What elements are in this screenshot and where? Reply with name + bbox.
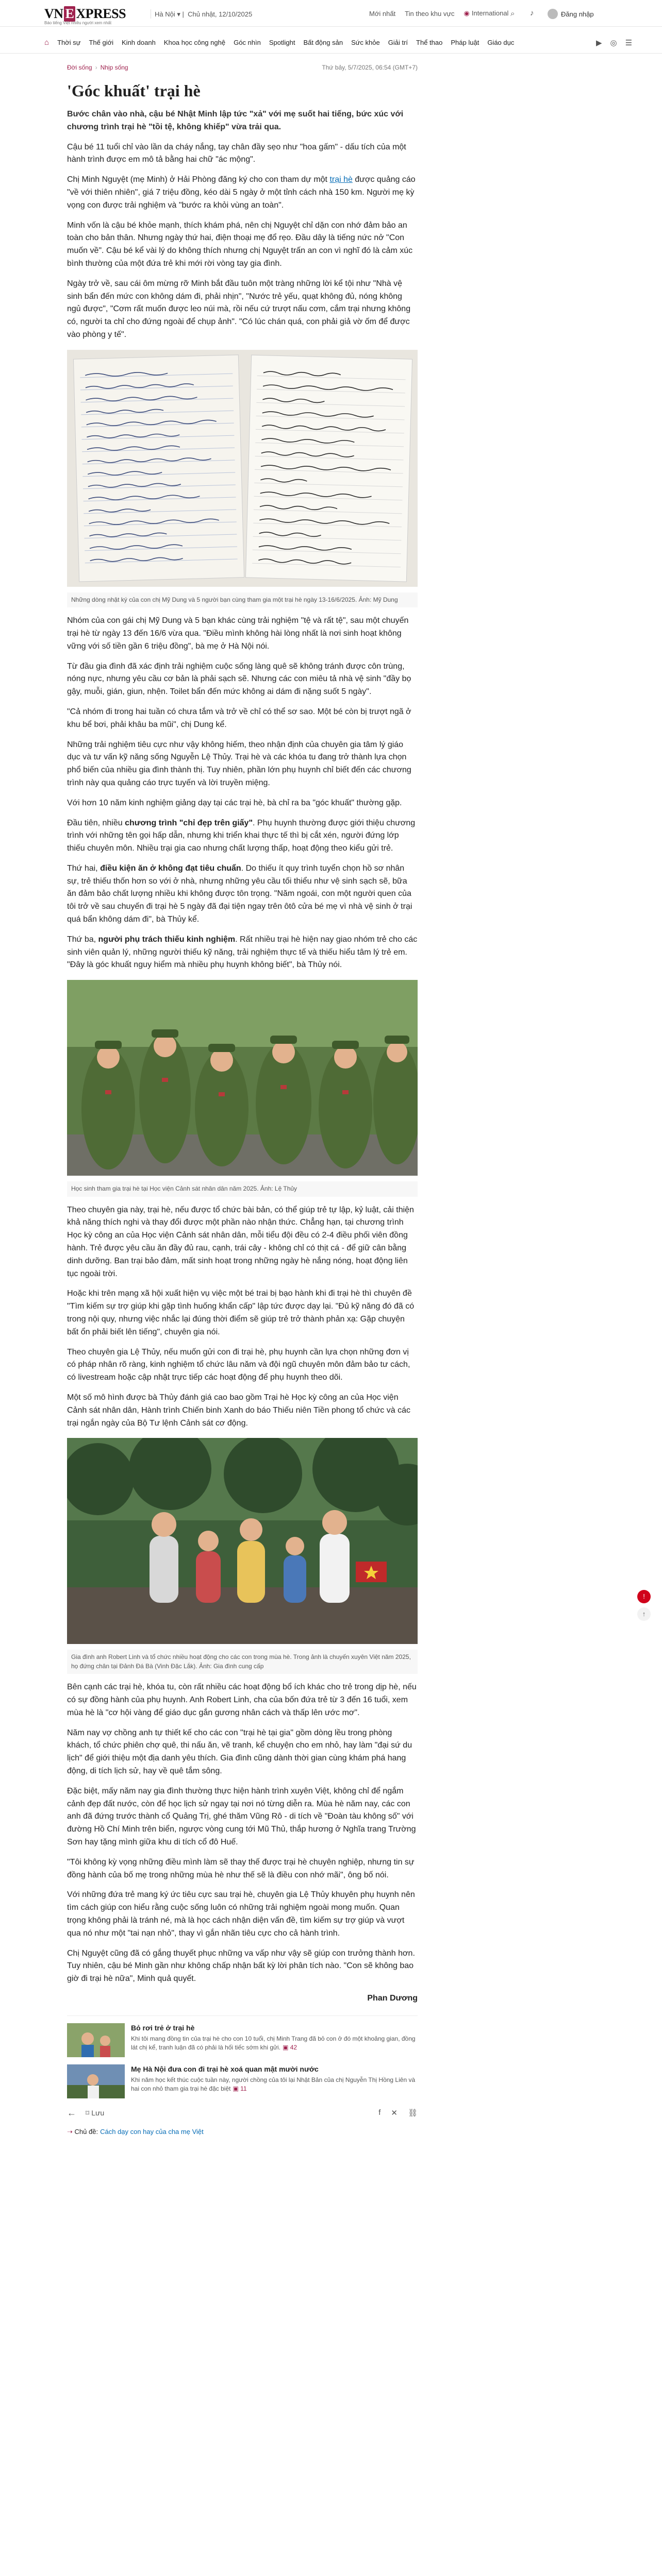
nav-item[interactable]: Khoa học công nghệ — [163, 39, 226, 46]
facebook-icon[interactable]: f — [378, 2108, 381, 2117]
article-lead: Bước chân vào nhà, cậu bé Nhật Minh lập tức "xả" với mẹ suốt hai tiếng, bức xúc với chương trình trại hè "tồi tệ, không khiếp" vừa trải qua. — [67, 110, 404, 131]
top-header — [0, 0, 662, 27]
user-icon — [548, 9, 558, 19]
paragraph: Đầu tiên, nhiều chương trình "chỉ đẹp trên giấy". Phụ huynh thường được giới thiệu chương trình với những tên gọi hấp dẫn, nhưng khi triển khai thực tế thì bị cắt xén, người đứng lớp thiếu chuyên môn. Nhiều trại gia cao nhưng chất lượng thấp, hoạt động theo kiểu gửi trẻ. — [67, 818, 416, 853]
paragraph: Cậu bé 11 tuổi chỉ vào lần da cháy nắng, tay chân đầy sẹo như "hoa gấm" - dấu tích của một hành trình được em mô tả bằng hai chữ "ác mộng". — [67, 142, 406, 164]
video-icon[interactable]: ▶ — [596, 39, 602, 47]
article-title: 'Góc khuất' trại hè — [67, 81, 201, 100]
paragraph: Một số mô hình được bà Thủy đánh giá cao bao gồm Trại hè Học kỳ công an của Học viện Cảnh sát nhân dân, Hành trình Chiến binh Xanh do báo Thiếu niên Tiền phong tổ chức và các trại ngắn ngày của Bộ Tư lệnh Cảnh sát cơ động. — [67, 1393, 410, 1428]
header-date: Hà Nội ▾ | Chủ nhật, 12/10/2025 — [155, 10, 253, 18]
camp-children-photo[interactable] — [67, 980, 418, 1176]
figure-diary — [67, 350, 418, 607]
paragraph: Năm nay vợ chồng anh tự thiết kế cho các con "trại hè tại gia" gồm dòng lều trong phòng khách, tổ chức phiên chợ quê, thi nấu ăn, vẽ tranh, kể chuyện cho em nhỏ, hay làm "đại sứ du lịch" để giới thiệu một địa danh yêu thích. Gia đình cũng dành thời gian cùng khám phá hang động, di tích lịch sử, hay về quê tắm sông. — [67, 1728, 412, 1775]
nav-item[interactable]: Thế giới — [89, 39, 114, 46]
related-item[interactable] — [67, 2064, 418, 2098]
comment-count[interactable]: ▣ 11 — [233, 2085, 247, 2093]
family-photo[interactable] — [67, 1438, 418, 1644]
home-icon[interactable]: ⌂ — [44, 38, 49, 47]
paragraph: Thứ hai, điều kiện ăn ở không đạt tiêu chuẩn. Do thiếu ít quy trình tuyển chọn hồ sơ nhân sự, trẻ thiếu thốn hơn so với ở nhà, nhưng những yêu cầu tối thiểu như vệ sinh sạch sẽ, bữa ăn đảm bảo chất lượng nhiều khi không được tôn trọng. "Năm ngoái, con một người quen của tôi trở về sau chuyến đi trại hè 5 ngày đã đại tiện ngay trên ôtô cửa bé mẹ vì nhà vệ sinh ở trại quá bẩn không dám đi", bà Thủy kể. — [67, 863, 412, 924]
save-button[interactable]: ⌑ Lưu — [86, 2108, 105, 2117]
figure-caption: Học sinh tham gia trại hè tại Học viện Cảnh sát nhân dân năm 2025. Ảnh: Lệ Thủy — [67, 1181, 418, 1196]
paragraph: "Cả nhóm đi trong hai tuần có chưa tắm và trở về chỉ có thể sơ sao. Một bé còn bị trượt ngã ở khu bể bơi, phải khâu ba mũi", chị Dung kể. — [67, 707, 411, 729]
figure-camp-children — [67, 980, 418, 1196]
main-nav — [0, 34, 662, 54]
globe-icon: ◉ — [464, 9, 470, 17]
article-tools — [67, 2108, 418, 2119]
related-thumbnail[interactable] — [67, 2023, 125, 2057]
related-articles — [67, 2015, 418, 2098]
diary-photo[interactable] — [67, 350, 418, 587]
search-icon[interactable]: ⌕ — [510, 9, 515, 18]
login-button[interactable]: Đăng nhập — [548, 9, 594, 19]
arrow-icon: ➝ — [67, 2127, 73, 2136]
article-author: Phan Dương — [367, 1993, 418, 2003]
latest-link[interactable]: Mới nhất — [369, 9, 396, 18]
paragraph: Với hơn 10 năm kinh nghiệm giảng dạy tại các trại hè, bà chỉ ra ba "góc khuất" thường gặp. — [67, 798, 402, 807]
paragraph: Ngày trở về, sau cái ôm mừng rỡ Minh bắt đầu tuôn một tràng những lời kể tội như "Nhà vệ sinh bẩn đến mức con không dám đi, phải nhịn", "Nước trẻ yếu, quạt không đủ, nóng không ngủ được", "Cơm rất muốn được leo núi mà, rồi nếu cứ trượt nấu cơm, cắm trại nhưng không có, người ta chỉ cho đứng ngoài để chụp ảnh". "Có lúc chán quá, con phải giả vờ ốm để được vào phòng y tế". — [67, 279, 411, 339]
podcast-icon[interactable]: ◎ — [610, 39, 617, 47]
figure-caption: Gia đình anh Robert Linh và tổ chức nhiều hoạt động cho các con trong mùa hè. Trong ảnh là chuyến xuyên Việt năm 2025, họ đứng chân tại Đảnh Đá Bà (Vinh Đặc Lắk). Ảnh: Gia đình cung cấp — [67, 1650, 418, 1674]
nav-item[interactable]: Giải trí — [388, 39, 408, 46]
related-item[interactable] — [67, 2023, 418, 2057]
paragraph: Đặc biệt, mấy năm nay gia đình thường thực hiện hành trình xuyên Việt, không chỉ để ngắm cảnh đẹp đất nước, còn để học lịch sử ngay tại nơi nó từng diễn ra. Mùa hè năm nay, các con anh đã đứng trước thành cổ Quảng Trị, ghé thăm Vũng Rô - di tích về "Đoàn tàu không số" với đường Hồ Chí Minh trên biển, ngược vòng cung tới Mũ Thủ, thắp hương ở Nghĩa trang Trường Sơn hay tặng mình giữa khu di tích cổ đô Huế. — [67, 1786, 416, 1846]
publish-date: Thứ bảy, 5/7/2025, 06:54 (GMT+7) — [322, 64, 418, 71]
related-desc: Khi năm học kết thúc cuộc tuần này, người chồng của tôi lại Nhật Bản của chị Nguyễn Thị Hồng Liên và hai con nhỏ tham gia trại hè đặc biệt ▣ 11 — [131, 2076, 416, 2093]
site-tagline: Báo tiếng Việt nhiều người xem nhất — [44, 21, 112, 25]
breadcrumb-item[interactable]: Nhịp sống — [100, 64, 128, 71]
paragraph: Những trải nghiệm tiêu cực như vậy không hiếm, theo nhận định của chuyên gia tâm lý giáo dục và tư vấn kỹ năng sống Nguyễn Lệ Thủy. Trại hè và các khóa tu đang trở thành lựa chọn phổ biến của nhiều gia đình thành thị. Tuy nhiên, phần lớn phụ huynh chỉ biết đến các chương trình này qua quảng cáo trực tuyến và lời truyền miệng. — [67, 740, 411, 787]
notification-float-icon[interactable]: ! — [637, 1590, 651, 1603]
breadcrumb: Đời sống › Nhịp sống — [67, 64, 128, 71]
comment-count[interactable]: ▣ 42 — [283, 2044, 297, 2052]
site-logo[interactable]: VN E XPRESS — [44, 6, 126, 21]
scroll-top-icon[interactable]: ↑ — [637, 1607, 651, 1621]
location: Hà Nội — [155, 10, 175, 18]
breadcrumb-item[interactable]: Đời sống — [67, 64, 92, 71]
topic-link[interactable]: Cách dạy con hay của cha mẹ Việt — [100, 2127, 204, 2136]
nav-item[interactable]: Spotlight — [269, 39, 295, 46]
related-title[interactable]: Mẹ Hà Nội đưa con đi trại hè xoá quan mật mười nước — [131, 2064, 319, 2073]
nav-item[interactable]: Giáo dục — [487, 39, 515, 46]
bookmark-icon: ⌑ — [86, 2108, 90, 2117]
link-icon[interactable]: ⛓ — [407, 2109, 418, 2118]
back-arrow-icon[interactable]: ← — [67, 2107, 76, 2118]
x-icon[interactable]: ✕ — [391, 2109, 398, 2118]
paragraph: Minh vốn là cậu bé khỏe mạnh, thích khám phá, nên chị Nguyệt chỉ dặn con nhớ đảm bảo an toàn cho bản thân. Nhưng ngày thứ hai, điện thoại mẹ đổ rẹo. Đầu dây là tiếng nức nở "Con muốn về". Cậu bé kể vài lý do không thích nhưng chị Nguyệt trấn an con vì nghĩ đó là cảm xúc bình thường của một đứa trẻ khi mới rời vòng tay gia đình. — [67, 221, 413, 268]
header-links — [369, 9, 508, 18]
figure-family — [67, 1438, 418, 1674]
nav-item[interactable]: Góc nhìn — [234, 39, 261, 46]
topic-line: ➝ Chủ đề: Cách dạy con hay của cha mẹ Việt — [67, 2127, 204, 2136]
paragraph: Chị Nguyệt cũng đã có gắng thuyết phục những va vấp như vậy sẽ giúp con trưởng thành hơn. Tuy nhiên, cậu bé Minh gần như không chấp nhận bất kỳ lời phân tích nào. "Con sẽ không bao giờ đi trại hè nữa", Minh quả quyết. — [67, 1948, 415, 1984]
paragraph: Từ đầu gia đình đã xác định trải nghiệm cuộc sống làng quê sẽ không tránh được côn trùng, nóng nực, nhưng yêu cầu cơ bản là phải sạch sẽ. Nhưng các con miêu tả nhà vệ sinh "đầy bọ gậy, muỗi, gián, giun, nhện. Toilet bẩn đến mức không ai dám đi nặng suốt 5 ngày". — [67, 662, 411, 697]
nav-item[interactable]: Thể thao — [416, 39, 443, 46]
paragraph: Với những đứa trẻ mang ký ức tiêu cực sau trại hè, chuyên gia Lệ Thủy khuyên phụ huynh nên tìm cách giúp con hiểu rằng cuộc sống luôn có những trải nghiệm ngoài mong muốn. Quan trọng không phải là tránh né, mà là học cách nhận diện vấn đề, tìm kiếm sự trợ giúp và vượt qua nó như một "tai nạn nhỏ", thay vì gắn nhãn tiêu cực cho cả hành trình. — [67, 1890, 415, 1938]
nav-item[interactable]: Sức khỏe — [351, 39, 380, 46]
paragraph: Thứ ba, người phụ trách thiếu kinh nghiệm. Rất nhiều trại hè hiện nay giao nhóm trẻ cho các sinh viên quản lý, những người thiếu kỹ năng, trải nghiệm thực tế và thiếu hiểu tâm lý trẻ em. "Đây là góc khuất nguy hiểm mà nhiều phụ huynh không biết", bà Thủy nói. — [67, 935, 418, 970]
paragraph: Hoặc khi trên mạng xã hội xuất hiện vụ việc một bé trai bị bạo hành khi đi trại hè thì chuyên đề "Tìm kiếm sự trợ giúp khi gặp tình huống khẩn cấp" lập tức được dạy lại. "Đủ kỹ năng đó đã có trong nội quy, nhưng việc nhắc lại đúng thời điểm sẽ giúp trẻ trở thành phản xạ: Gặp chuyện bất ổn phải biết lên tiếng", chuyên gia nói. — [67, 1289, 415, 1336]
related-title[interactable]: Bỏ rơi trẻ ở trại hè — [131, 2023, 195, 2032]
paragraph: Nhóm của con gái chị Mỹ Dung và 5 bạn khác cùng trải nghiệm "tệ và rất tệ", sau một chuyến trại hè từ ngày 13 đến 16/6 vừa qua. "Điều mình không hài lòng nhất là nơi sinh hoạt không vững với số tiền gần 6 triệu đồng", bà mẹ ở Hà Nội nói. — [67, 616, 409, 651]
bell-icon[interactable]: ♪ — [530, 9, 534, 18]
paragraph: "Tôi không kỳ vọng những điều mình làm sẽ thay thế được trại hè chuyên nghiệp, nhưng tin sự đồng hành của bố mẹ trong những mùa hè như thế sẽ là điều con nhớ mãi", ông bố nói. — [67, 1857, 415, 1879]
current-date: Chủ nhật, 12/10/2025 — [188, 10, 253, 18]
paragraph: Chị Minh Nguyệt (mẹ Minh) ở Hải Phòng đăng ký cho con tham dự một trại hè được quảng cáo "về với thiên nhiên", giá 7 triệu đồng, kéo dài 5 ngày ở một tỉnh cách nhà 150 km. Người mẹ kỳ vọng con được trải nghiệm và "bước ra khỏi vùng an toàn". — [67, 175, 416, 210]
paragraph: Theo chuyên gia Lệ Thủy, nếu muốn gửi con đi trại hè, phụ huynh cần lựa chọn những đơn vị có pháp nhân rõ ràng, kinh nghiệm tổ chức lâu năm và đội ngũ chuyên môn đảm bảo tư cách, có livestream hoặc cập nhật trực tiếp các hoạt động để phụ huynh theo dõi. — [67, 1347, 410, 1382]
chevron-down-icon: ▾ — [177, 10, 180, 18]
international-link[interactable]: ◉ International — [464, 9, 509, 17]
paragraph: Bên cạnh các trại hè, khóa tu, còn rất nhiều các hoạt động bổ ích khác cho trẻ trong dịp hè, nếu có sự đồng hành của phụ huynh. Anh Robert Linh, cha của bốn đứa trẻ từ 3 đến 16 tuổi, xem mùa hè là "cơ hội vàng để giáo dục gắn gương nhân cách và thấp lên ước mơ". — [67, 1683, 417, 1717]
nav-item[interactable]: Thời sự — [57, 39, 81, 46]
nav-item[interactable]: Bất động sản — [303, 39, 343, 46]
regional-link[interactable]: Tin theo khu vực — [405, 9, 455, 18]
paragraph: Theo chuyên gia này, trại hè, nếu được tổ chức bài bản, có thể giúp trẻ tự lập, kỷ luật, cải thiện khả năng thích nghi và thay đổi được một phần nào nhận thức. Chẳng hạn, tại chương trình Học kỳ công an của Học viện Cảnh sát nhân dân, mỗi tiểu đội đều có 2-4 điều phối viên đồng hành. Trẻ được yêu cầu ăn đầy đủ rau, cạnh, trái cây - không chỉ có thịt cá - để giữ cân bằng dinh dưỡng. Ban trại bảo đảm, mất sinh hoạt trong những ngày hè nắng nóng, hoạt động liên tục ngoài trời. — [67, 1205, 414, 1278]
article — [67, 64, 418, 2136]
related-desc: Khi tôi mang đồng tin của trại hè cho con 10 tuổi, chị Minh Trang đã bỏ con ở đó một khoảng gian, đồng lát chị kể, tranh luận đã có phải là hối tiếc sớm khi gửi. ▣ 42 — [131, 2035, 416, 2052]
summer-camp-link[interactable]: trại hè — [329, 175, 353, 184]
nav-item[interactable]: Pháp luật — [451, 39, 479, 46]
menu-icon[interactable]: ☰ — [625, 39, 633, 47]
nav-item[interactable]: Kinh doanh — [122, 39, 156, 46]
figure-caption: Những dòng nhật ký của con chị Mỹ Dung và 5 người bạn cùng tham gia một trại hè ngày 13-16/6/2025. Ảnh: Mỹ Dung — [67, 592, 418, 607]
related-thumbnail[interactable] — [67, 2064, 125, 2098]
